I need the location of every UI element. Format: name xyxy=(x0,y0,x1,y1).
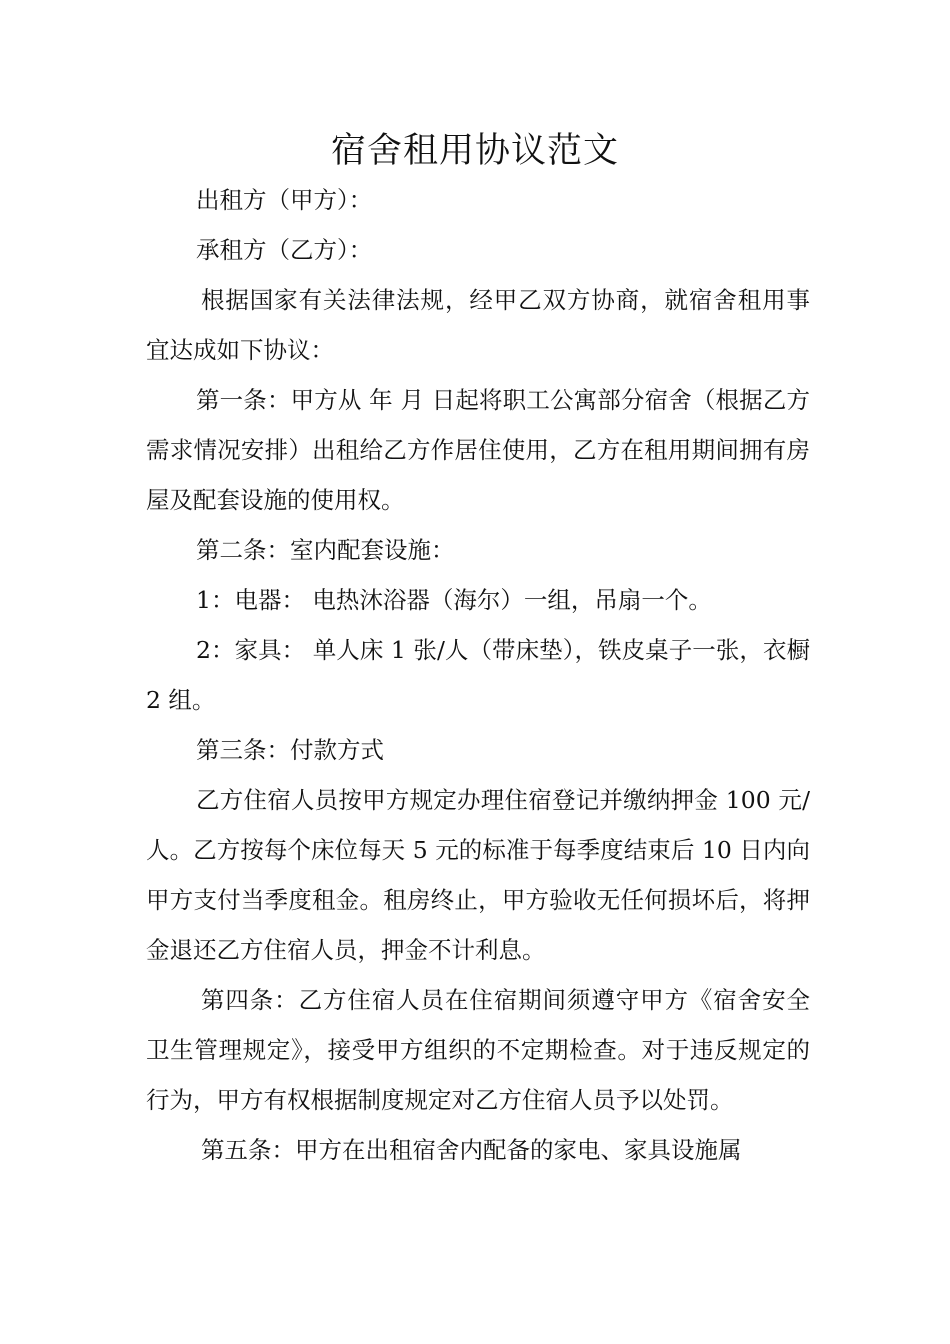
article-3-heading: 第三条：付款方式 xyxy=(196,736,384,764)
article-5-paragraph: 第五条：甲方在出租宿舍内配备的家电、家具设施属 xyxy=(201,1136,742,1164)
article-3-paragraph: 乙方住宿人员按甲方规定办理住宿登记并缴纳押金 100 元/人。乙方按每个床位每天 5 元的标准于每季度结束后 10 日内向甲方支付当季度租金。租房终止，甲方验收无任何损坏后，将押金退还乙方住宿人员，押金不计利息。 xyxy=(146,786,810,964)
article-2-item-2: 2：家具： 单人床 1 张/人（带床垫），铁皮桌子一张，衣橱 2 组。 xyxy=(146,636,810,714)
article-4-paragraph: 第四条：乙方住宿人员在住宿期间须遵守甲方《宿舍安全卫生管理规定》，接受甲方组织的不定期检查。对于违反规定的行为，甲方有权根据制度规定对乙方住宿人员予以处罚。 xyxy=(146,986,810,1114)
document-body xyxy=(146,175,810,1175)
lessor-line: 出租方（甲方）： xyxy=(196,186,373,214)
article-1-paragraph: 第一条：甲方从 年 月 日起将职工公寓部分宿舍（根据乙方需求情况安排）出租给乙方作居住使用，乙方在租用期间拥有房屋及配套设施的使用权。 xyxy=(146,386,810,514)
lessee-line: 承租方（乙方）： xyxy=(196,236,373,264)
article-2-heading: 第二条：室内配套设施： xyxy=(196,536,455,564)
preamble-paragraph: 根据国家有关法律法规，经甲乙双方协商，就宿舍租用事宜达成如下协议： xyxy=(146,286,810,364)
article-2-item-1: 1：电器： 电热沐浴器（海尔）一组，吊扇一个。 xyxy=(196,586,712,614)
document-title: 宿舍租用协议范文 xyxy=(330,131,619,171)
